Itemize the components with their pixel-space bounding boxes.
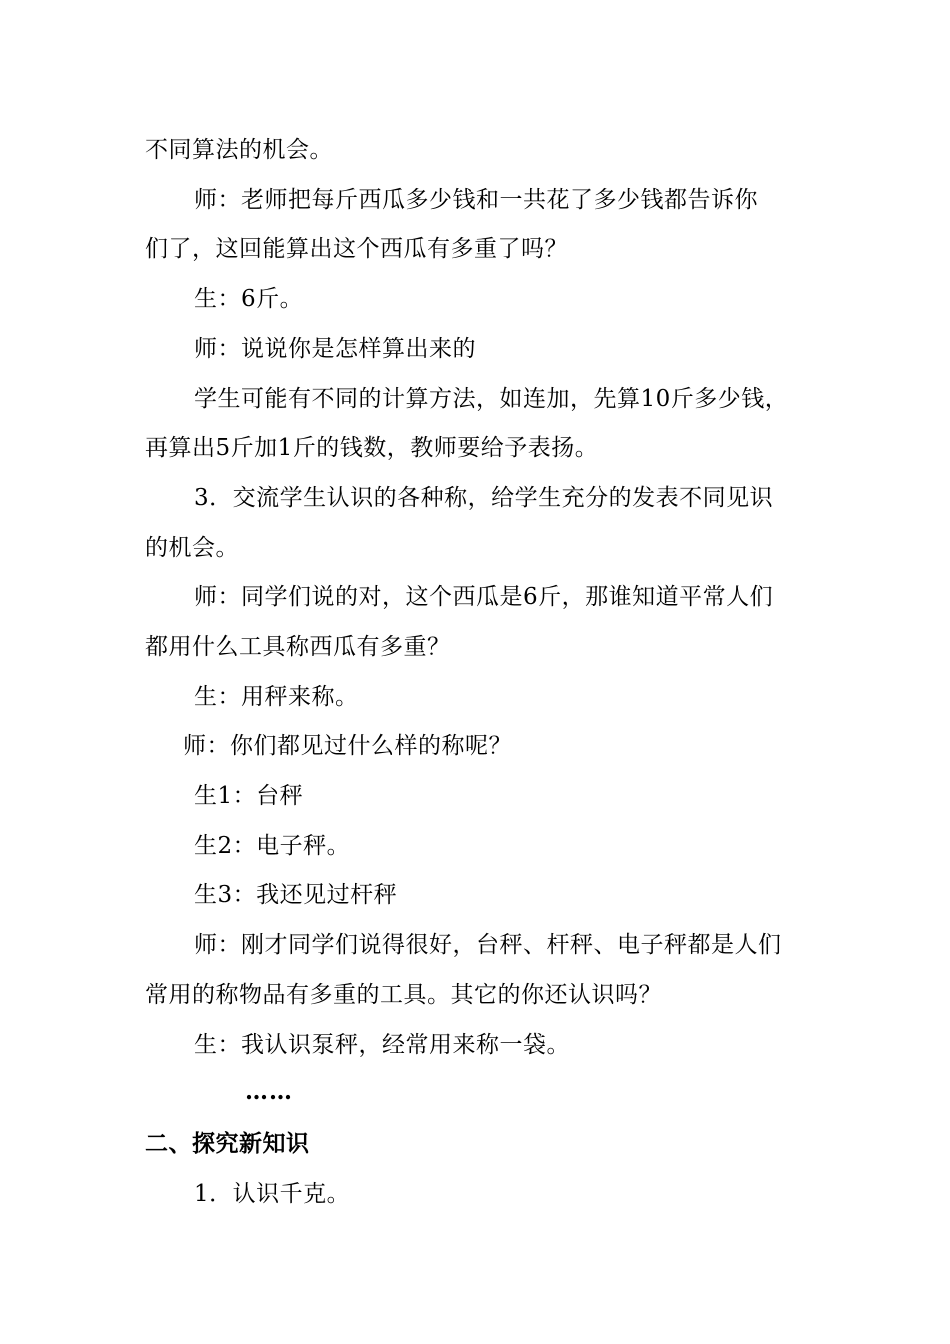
- paragraph-line: 1．认识千克。: [194, 1181, 351, 1207]
- paragraph-line: 生：我认识泵秤，经常用来称一袋。: [194, 1032, 570, 1058]
- paragraph-line: 常用的称物品有多重的工具。其它的你还认识吗？: [145, 982, 662, 1008]
- paragraph-line: 师：刚才同学们说得很好，台秤、杆秤、电子秤都是人们: [194, 932, 782, 958]
- paragraph-line: 3．交流学生认识的各种称，给学生充分的发表不同见识: [194, 485, 774, 511]
- paragraph-line: 师：说说你是怎样算出来的: [194, 336, 476, 362]
- paragraph-line: 生2：电子秤。: [194, 833, 351, 859]
- paragraph-line: 师：同学们说的对，这个西瓜是6斤，那谁知道平常人们: [194, 584, 774, 610]
- paragraph-line: 生：用秤来称。: [194, 684, 359, 710]
- paragraph-line: 的机会。: [145, 535, 239, 561]
- ellipsis-line: ……: [245, 1078, 293, 1105]
- paragraph-line: 学生可能有不同的计算方法，如连加，先算10斤多少钱，: [194, 386, 789, 412]
- paragraph-line: 师：老师把每斤西瓜多少钱和一共花了多少钱都告诉你: [194, 187, 758, 213]
- paragraph-line: 不同算法的机会。: [145, 137, 333, 163]
- paragraph-line: 们了，这回能算出这个西瓜有多重了吗？: [145, 236, 568, 262]
- paragraph-line: 都用什么工具称西瓜有多重？: [145, 634, 451, 660]
- paragraph-line: 生3：我还见过杆秤: [194, 882, 398, 908]
- paragraph-line: 再算出5斤加1斤的钱数，教师要给予表扬。: [145, 435, 599, 461]
- section-heading: 二、探究新知识: [145, 1130, 310, 1157]
- paragraph-line: 生1：台秤: [194, 783, 304, 809]
- paragraph-line: 生：6斤。: [194, 286, 304, 312]
- paragraph-line: 师：你们都见过什么样的称呢？: [183, 733, 512, 759]
